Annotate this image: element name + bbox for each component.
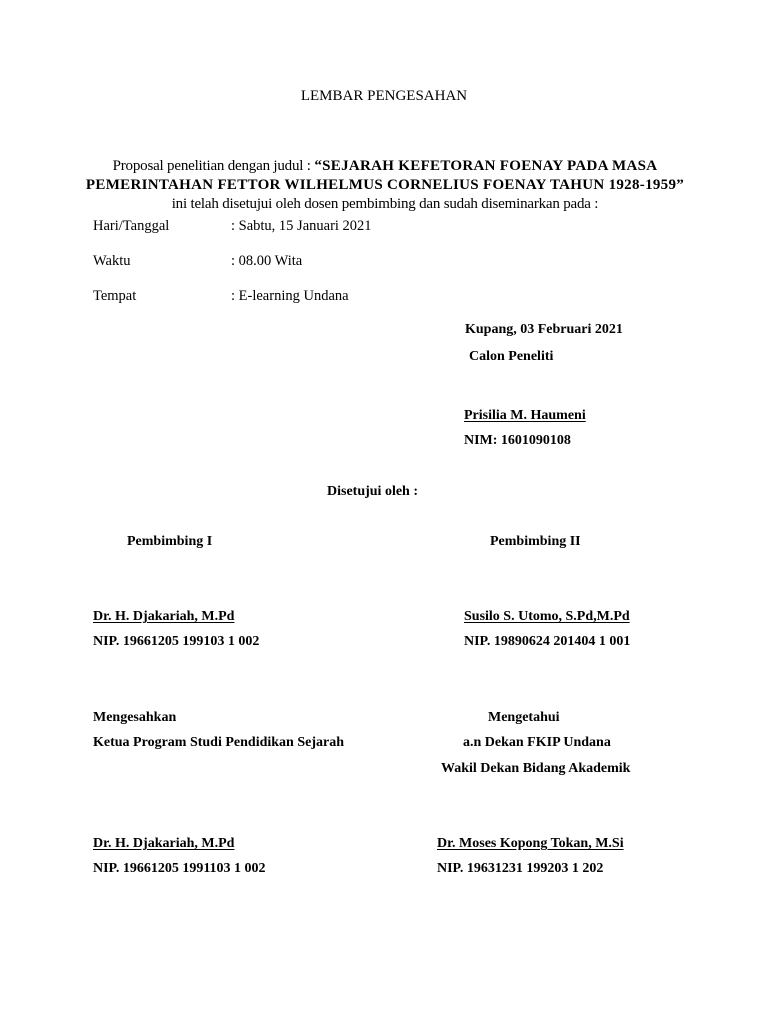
- researcher-place-date: Kupang, 03 Februari 2021: [465, 322, 623, 337]
- field-value-date: : Sabtu, 15 Januari 2021: [231, 218, 372, 234]
- intro-prefix: Proposal penelitian dengan judul :: [112, 158, 315, 174]
- page-title: LEMBAR PENGESAHAN: [300, 88, 468, 104]
- endorsement-right-nip: NIP. 19631231 199203 1 202: [437, 861, 604, 876]
- endorsement-left-nip: NIP. 19661205 1991103 1 002: [93, 861, 266, 876]
- endorsement-left-name: Dr. H. Djakariah, M.Pd: [93, 836, 235, 851]
- advisor-1-name: Dr. H. Djakariah, M.Pd: [93, 609, 235, 624]
- field-label-date: Hari/Tanggal: [93, 218, 170, 234]
- endorsement-right-position-2: Wakil Dekan Bidang Akademik: [441, 761, 631, 776]
- thesis-title: “SEJARAH KEFETORAN FOENAY PADA MASA PEMERINTAHAN FETTOR WILHELMUS CORNELIUS FOENAY TAHUN 1928-1959”: [85, 158, 685, 193]
- intro-suffix: ini telah disetujui oleh dosen pembimbing dan sudah diseminarkan pada :: [171, 196, 599, 212]
- intro-paragraph: [80, 157, 690, 214]
- field-value-time: : 08.00 Wita: [231, 253, 303, 269]
- advisor-1-role: Pembimbing I: [127, 534, 213, 549]
- endorsement-right-heading: Mengetahui: [488, 710, 560, 725]
- field-value-place: : E-learning Undana: [231, 288, 349, 304]
- advisor-1-nip: NIP. 19661205 199103 1 002: [93, 634, 260, 649]
- field-label-time: Waktu: [93, 253, 131, 269]
- endorsement-left-heading: Mengesahkan: [93, 710, 177, 725]
- endorsement-right-position-1: a.n Dekan FKIP Undana: [463, 735, 611, 750]
- endorsement-right-name: Dr. Moses Kopong Tokan, M.Si: [437, 836, 624, 851]
- advisor-2-nip: NIP. 19890624 201404 1 001: [464, 634, 631, 649]
- researcher-nim: NIM: 1601090108: [464, 433, 571, 448]
- endorsement-left-position: Ketua Program Studi Pendidikan Sejarah: [93, 735, 344, 750]
- approved-by-label: Disetujui oleh :: [327, 484, 418, 499]
- researcher-role: Calon Peneliti: [469, 349, 554, 364]
- field-label-place: Tempat: [93, 288, 137, 304]
- advisor-2-role: Pembimbing II: [490, 534, 581, 549]
- advisor-2-name: Susilo S. Utomo, S.Pd,M.Pd: [464, 609, 630, 624]
- researcher-name: Prisilia M. Haumeni: [464, 408, 586, 423]
